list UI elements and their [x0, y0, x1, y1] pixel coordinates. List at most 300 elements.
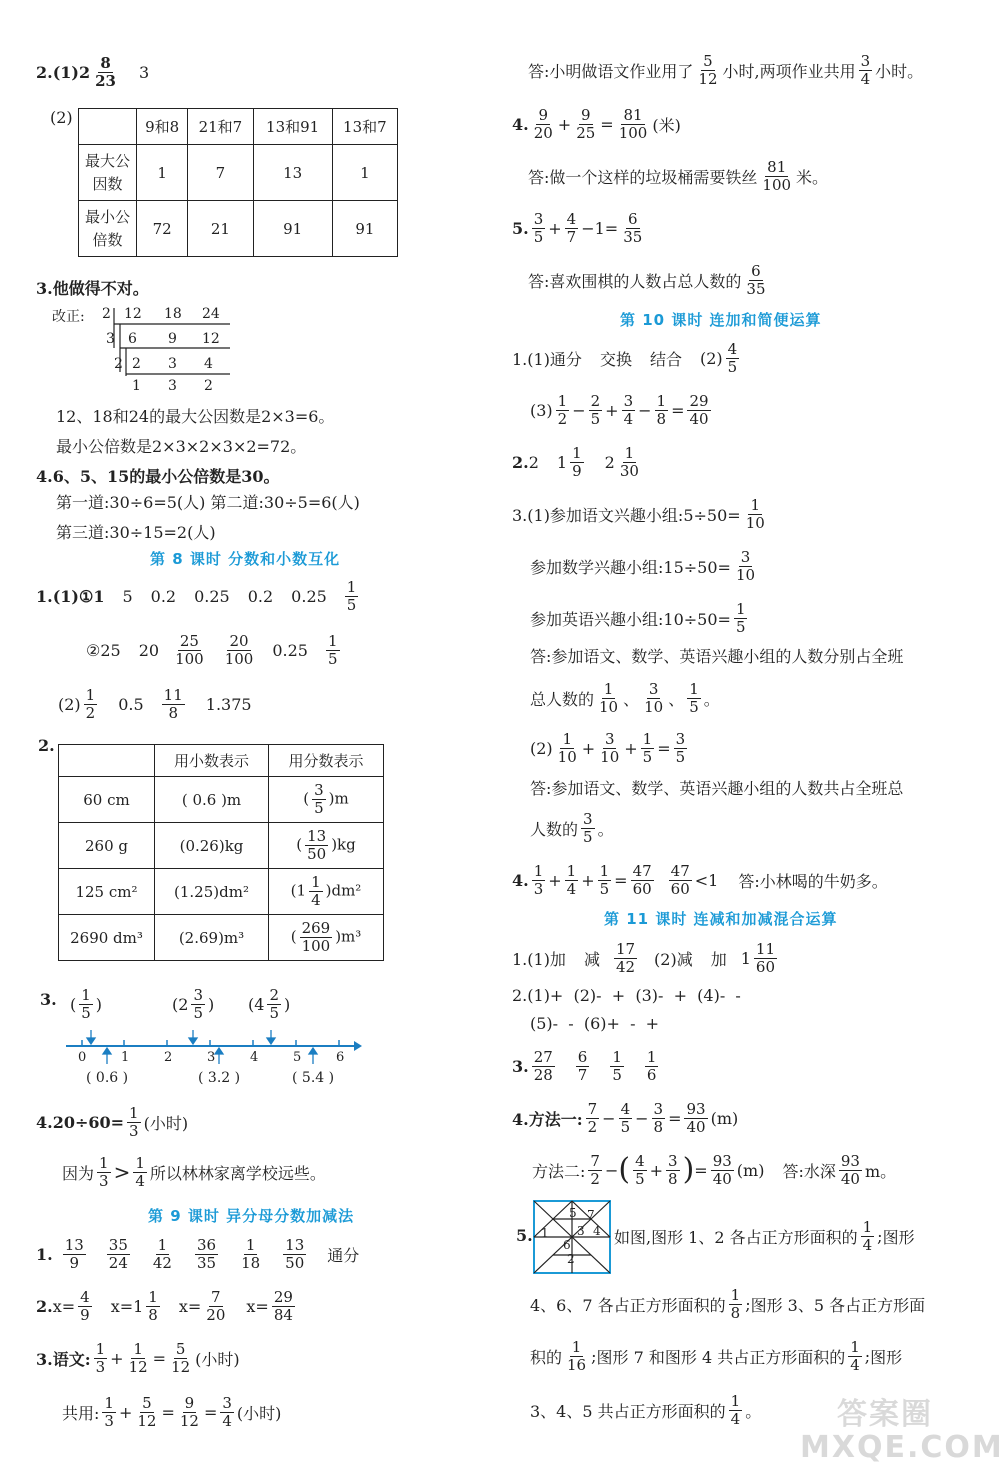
- unit: (小时): [236, 1403, 282, 1423]
- unit: (小时): [143, 1113, 189, 1133]
- lesson-9-heading: 第 9 课时 异分母分数加减法: [148, 1207, 355, 1225]
- table-header: 用小数表示: [155, 745, 269, 777]
- numerator: 6: [627, 209, 638, 228]
- l11-q4-method2: 方法二: $\frac{7}{2}$ − ( $\frac{4}{5}$ + $\frac{3}{8}$ ) = $\frac{93}{40}$ (m) 答:水深 $\frac{93}{40}$ m。: [532, 1151, 897, 1188]
- dividend: 18: [164, 306, 182, 322]
- q2-part1: [36, 56, 149, 89]
- l11-q3: 3. $\frac{27}{28}$ $\frac{6}{7}$ $\frac{1}{5}$ $\frac{1}{6}$: [512, 1047, 657, 1084]
- denominator: 35: [196, 1253, 217, 1272]
- fraction: [589, 391, 603, 428]
- fraction: [641, 729, 655, 766]
- denominator: 8: [668, 1169, 678, 1188]
- denominator: 5: [635, 1169, 645, 1188]
- remainder: 3: [168, 378, 177, 394]
- l10-q3-english: [530, 596, 750, 640]
- numerator: 3: [604, 729, 615, 748]
- quantity-cell: 260 g: [59, 823, 155, 869]
- lesson-11-heading: 第 11 课时 连减和加减混合运算: [604, 910, 838, 928]
- table-header: 9和8: [137, 109, 188, 145]
- denominator: 5: [727, 357, 738, 376]
- answer-text: 小时,两项作业共用: [722, 61, 856, 81]
- denominator: 30: [619, 461, 639, 480]
- row-label: [79, 145, 137, 201]
- remainder: 1: [132, 378, 141, 394]
- numerator: 13: [285, 1235, 305, 1254]
- fraction: [532, 209, 546, 246]
- fraction: [581, 809, 595, 846]
- whole: 4: [254, 995, 265, 1014]
- answer-text: 小时。: [875, 61, 924, 81]
- denominator: 4: [566, 879, 577, 898]
- watermark: [800, 1397, 1004, 1478]
- fraction: [84, 685, 98, 722]
- denominator: 5: [327, 649, 338, 668]
- answer-text: 积的: [530, 1347, 563, 1367]
- numerator: 4: [620, 1099, 631, 1118]
- denominator: 84: [273, 1305, 293, 1324]
- l11-q2-a: 2.(1)+ (2)- + (3)- + (4)- -: [512, 986, 741, 1005]
- figure-number: 6: [563, 1238, 571, 1252]
- unit: )dm²: [325, 881, 362, 900]
- quotient: 3: [168, 356, 177, 372]
- numerator: 1: [346, 577, 357, 596]
- numerator: 3: [623, 391, 634, 410]
- denominator: 5: [689, 697, 699, 716]
- numerator: 1: [646, 1047, 657, 1066]
- denominator: 8: [653, 1117, 664, 1136]
- bottom-label: ( 5.4 ): [292, 1070, 335, 1086]
- denominator: 3: [533, 879, 544, 898]
- answer-text: 答:小林喝的牛奶多。: [738, 871, 888, 891]
- fraction: [619, 1099, 633, 1136]
- division-lines: [52, 306, 242, 398]
- number-line: [62, 984, 362, 1094]
- unit: )m: [328, 789, 349, 808]
- tick-label: 6: [336, 1050, 345, 1065]
- denominator: 5: [314, 799, 324, 817]
- l10-q3-ans3: 答:参加语文、数学、英语兴趣小组的人数共占全班总: [530, 779, 904, 798]
- quantity-cell: 60 cm: [59, 777, 155, 823]
- answer-text: 减: [583, 949, 600, 969]
- numerator: 17: [615, 939, 636, 958]
- numerator: 1: [624, 443, 635, 462]
- method-label: 4.方法一:: [512, 1109, 583, 1129]
- quotient: 12: [202, 331, 220, 347]
- figure-number: 7: [587, 1208, 595, 1222]
- numerator: 1: [129, 1103, 139, 1122]
- numerator: 29: [273, 1287, 293, 1306]
- numerator: 1: [99, 1153, 109, 1172]
- value: 1.375: [205, 694, 252, 714]
- denominator: 40: [689, 409, 709, 428]
- numerator: 6: [751, 261, 761, 280]
- fraction: [848, 1337, 862, 1374]
- tick-label: 1: [121, 1050, 130, 1065]
- numerator: 1: [157, 1235, 168, 1254]
- table-header: 13和91: [253, 109, 332, 145]
- r-q5-answer: [528, 258, 771, 302]
- fraction: [300, 921, 333, 954]
- figure-number: 2: [567, 1252, 575, 1266]
- fraction: [102, 1393, 116, 1430]
- numerator: 1: [562, 729, 572, 748]
- denominator: 2: [557, 409, 568, 428]
- denominator: 35: [746, 279, 766, 298]
- denominator: 7: [577, 1065, 588, 1084]
- denominator: 42: [152, 1253, 172, 1272]
- value: 0.5: [118, 694, 144, 714]
- table-header: 21和7: [188, 109, 253, 145]
- fraction: [674, 729, 688, 766]
- fraction: [633, 1151, 647, 1188]
- numerator: 1: [327, 631, 338, 650]
- numerator: 5: [703, 51, 713, 70]
- fraction: [151, 1235, 174, 1272]
- equation: 参加数学兴趣小组:15÷50=: [530, 557, 731, 577]
- numerator: 11: [755, 939, 776, 958]
- denominator: 100: [175, 649, 204, 668]
- denominator: 5: [269, 1004, 279, 1022]
- numerator: 9: [580, 105, 591, 124]
- fraction: [839, 1151, 862, 1188]
- decimal-cell: (2.69)m³: [155, 915, 269, 961]
- answer-text: 图形 7 和图形 4 共占正方形面积的: [596, 1347, 846, 1367]
- table-cell: 21: [188, 201, 253, 257]
- denominator: 20: [533, 123, 553, 142]
- fraction: [345, 577, 359, 614]
- q5-line2: 4、6、7 各占正方形面积的 $\frac{1}{8}$ ; 图形 3、5 各占正方形面: [530, 1285, 926, 1322]
- fraction: [614, 939, 637, 976]
- fraction: [532, 105, 555, 142]
- fraction: [729, 1391, 743, 1428]
- table-cell: 1: [332, 145, 397, 201]
- denominator: 9: [80, 1305, 90, 1324]
- numerator: 13: [307, 827, 327, 845]
- row-label-line: 因数: [92, 174, 123, 193]
- fraction: [135, 1393, 158, 1430]
- l10-q1-3: (3) $\frac{1}{2}$ − $\frac{2}{5}$ + $\frac{3}{4}$ − $\frac{1}{8}$ = $\frac{29}{40}$: [530, 391, 709, 428]
- denominator: 18: [241, 1253, 261, 1272]
- unit: (米): [652, 115, 681, 135]
- tick-label: 5: [293, 1050, 302, 1065]
- value: 0.25: [291, 586, 327, 606]
- fraction: [94, 1339, 108, 1376]
- l10-q4: 4. $\frac{1}{3}$ + $\frac{1}{4}$ + $\frac{1}{5}$ = $\frac{47}{60}$ $\frac{47}{60}$ <1 答:小林喝的牛奶多。: [512, 861, 888, 898]
- numerator: 47: [632, 861, 652, 880]
- denominator: 5: [675, 747, 686, 766]
- numerator: 8: [100, 54, 111, 72]
- whole: 2: [178, 995, 189, 1014]
- fraction: [684, 1099, 707, 1136]
- fraction-cell: ( $\frac{13}{50}$ )kg: [269, 823, 384, 869]
- fraction: [586, 1099, 600, 1136]
- l10-q3-2: (2) $\frac{1}{10}$ + $\frac{3}{10}$ + $\frac{1}{5}$ = $\frac{3}{5}$: [530, 729, 686, 766]
- numerator: 1: [81, 986, 91, 1004]
- l10-q3-ans4: 人数的 $\frac{3}{5}$ 。: [530, 809, 614, 846]
- denominator: 2: [590, 1169, 600, 1188]
- q3-title: 3.他做得不对。: [36, 279, 149, 298]
- denominator: 50: [285, 1253, 305, 1272]
- numerator: 7: [587, 1099, 598, 1118]
- fraction: [598, 729, 621, 766]
- answer-text: 结合: [649, 349, 682, 369]
- fraction: [610, 1047, 624, 1084]
- l9-q2: 2. x= $\frac{4}{9}$ x=1 $\frac{1}{8}$ x= $\frac{7}{20}$ x= $\frac{29}{84}$: [36, 1287, 293, 1324]
- denominator: 5: [599, 879, 610, 898]
- row-label: [79, 201, 137, 257]
- numerator: 1: [104, 1393, 114, 1412]
- numerator: 1: [730, 1285, 741, 1304]
- denominator: 35: [623, 227, 643, 246]
- answer-text: 米。: [796, 167, 829, 187]
- r-q4: 4. $\frac{9}{20}$ + $\frac{9}{25}$ = $\frac{81}{100}$ (米): [512, 105, 681, 142]
- denominator: 5: [81, 1004, 91, 1022]
- table-cell: 1: [137, 145, 188, 201]
- fraction: [754, 939, 777, 976]
- denominator: 6: [646, 1065, 657, 1084]
- row-label-line: 最小公: [84, 208, 130, 226]
- denominator: 12: [128, 1357, 148, 1376]
- fraction: [162, 685, 185, 722]
- fraction: [63, 1235, 86, 1272]
- tick-label: 3: [207, 1050, 216, 1065]
- denominator: 4: [311, 891, 321, 909]
- answer-text: 1.(1)加: [512, 949, 566, 969]
- numerator: 13: [64, 1235, 84, 1254]
- divisor: 2: [114, 356, 123, 372]
- r-q5: 5. $\frac{3}{5}$ + $\frac{4}{7}$ −1= $\frac{6}{35}$: [512, 209, 643, 246]
- q-label: 2.: [36, 1296, 53, 1316]
- l8-q1-row1: [36, 574, 361, 618]
- fraction: [744, 261, 767, 298]
- fraction: [532, 861, 546, 898]
- value: 0.2: [150, 586, 177, 606]
- numerator: 269: [301, 919, 331, 937]
- answer-text: 答:喜欢围棋的人数占总人数的: [528, 271, 742, 291]
- note: 通分: [327, 1245, 360, 1265]
- answer-text: 答:水深: [782, 1161, 836, 1181]
- l10-q3-math: [530, 544, 760, 588]
- table-header: 用分数表示: [269, 745, 384, 777]
- numerator: 4: [80, 1287, 90, 1306]
- fraction: [239, 1235, 262, 1272]
- l10-q2: 2. 2 1 $\frac{1}{9}$ 2 $\frac{1}{30}$: [512, 443, 639, 480]
- equation: 3.(1)参加语文兴趣小组:5÷50=: [512, 505, 741, 525]
- numerator: 3: [193, 986, 203, 1004]
- table-cell: 7: [188, 145, 253, 201]
- answer-text: 1.(1)通分: [512, 349, 582, 369]
- fraction: [734, 599, 748, 636]
- top-label: ( 2 $\frac{3}{5}$ ): [172, 986, 215, 1022]
- fraction: [223, 631, 256, 668]
- fraction: [204, 1287, 227, 1324]
- answer-value: 3: [138, 63, 150, 82]
- tick-label: 4: [250, 1050, 259, 1065]
- lesson-8-heading: 第 8 课时 分数和小数互化: [150, 550, 341, 568]
- q2-label: 2.(1)2: [36, 63, 91, 82]
- denominator: 4: [222, 1411, 232, 1430]
- denominator: 2: [587, 1117, 598, 1136]
- table-header: 13和7: [332, 109, 397, 145]
- value: 20: [138, 640, 160, 660]
- table-cell: 72: [137, 201, 188, 257]
- denominator: 100: [618, 123, 648, 142]
- numerator: 1: [735, 599, 746, 618]
- lesson-10-heading: 第 10 课时 连加和简便运算: [620, 311, 822, 329]
- fraction: [272, 1287, 295, 1324]
- denominator: 100: [762, 175, 792, 194]
- remainder: 2: [204, 378, 213, 394]
- denominator: 60: [632, 879, 652, 898]
- answer-text: (2): [699, 348, 723, 368]
- fraction: [621, 209, 644, 246]
- denominator: 10: [599, 697, 619, 716]
- fraction: [565, 861, 579, 898]
- bottom-label: ( 0.6 ): [86, 1070, 129, 1086]
- numerator: 1: [133, 1339, 143, 1358]
- fraction: [729, 1285, 743, 1322]
- denominator: 5: [620, 1117, 631, 1136]
- quotient: 4: [204, 356, 213, 372]
- numerator: 1: [603, 679, 614, 698]
- fraction: [726, 339, 740, 376]
- fraction: [133, 1153, 147, 1190]
- numerator: 3: [860, 51, 871, 70]
- q3-lcm-line: 最小公倍数是2×3×2×3×2=72。: [56, 437, 307, 456]
- numerator: 5: [175, 1339, 186, 1358]
- denominator: 60: [755, 957, 776, 976]
- decimal-cell: (0.26)kg: [155, 823, 269, 869]
- numerator: 29: [689, 391, 709, 410]
- numerator: 4: [635, 1151, 645, 1170]
- because: 因为: [62, 1163, 95, 1183]
- answer-text: 4、6、7 各占正方形面积的: [530, 1295, 726, 1315]
- denominator: 4: [623, 409, 634, 428]
- denominator: 5: [346, 595, 357, 614]
- fraction: [556, 391, 570, 428]
- q5-line1: 如图,图形 1、2 各占正方形面积的 $\frac{1}{4}$ ; 图形: [614, 1217, 915, 1254]
- q-label: 3.语文:: [36, 1349, 91, 1369]
- l10-q1: [512, 336, 742, 380]
- numerator: 1: [311, 873, 321, 891]
- numerator: 1: [572, 443, 582, 462]
- denominator: 4: [730, 1409, 741, 1428]
- numerator: 1: [689, 679, 699, 698]
- divisor: 3: [106, 331, 115, 347]
- tick-label: 0: [78, 1050, 87, 1065]
- numerator: 1: [612, 1047, 622, 1066]
- answer-text: 如图,图形 1、2 各占正方形面积的: [614, 1227, 858, 1247]
- denominator: 100: [224, 649, 254, 668]
- answer-text: 图形: [882, 1227, 915, 1247]
- decimal-cell: (1.25)dm²: [155, 869, 269, 915]
- row-label-line: 倍数: [92, 230, 123, 249]
- dividend: 24: [202, 306, 220, 322]
- fraction: [652, 1099, 666, 1136]
- denominator: 100: [301, 937, 331, 955]
- fraction: [617, 105, 650, 142]
- denominator: 5: [590, 409, 601, 428]
- numerator: 1: [656, 391, 667, 410]
- numerator: 3: [648, 679, 659, 698]
- q4-line3: 第三道:30÷15=2(人): [56, 523, 216, 542]
- fraction: [146, 1287, 160, 1324]
- denominator: 40: [686, 1117, 706, 1136]
- fraction: [565, 1337, 588, 1374]
- dividend: 12: [124, 306, 142, 322]
- numerator: 1: [730, 1391, 741, 1410]
- q4-line1: 4.6、5、15的最小公倍数是30。: [36, 467, 280, 486]
- fraction: [127, 1103, 141, 1140]
- denominator: 25: [576, 123, 596, 142]
- fraction: [859, 51, 873, 88]
- method-label: 方法二:: [532, 1161, 586, 1181]
- fraction: [576, 1047, 590, 1084]
- fraction: [861, 1217, 875, 1254]
- watermark-text: 答案圈 MXQE.COM: [800, 1397, 1004, 1465]
- denominator: 40: [712, 1169, 732, 1188]
- fraction: [565, 209, 579, 246]
- fraction: [178, 1393, 201, 1430]
- table-corner: [59, 745, 155, 777]
- table-cell: 91: [332, 201, 397, 257]
- fraction-cell: (1 $\frac{1}{4}$ )dm²: [269, 869, 384, 915]
- numerator: 1: [566, 861, 577, 880]
- denominator: 3: [104, 1411, 114, 1430]
- fraction: [93, 56, 118, 89]
- denominator: 4: [862, 1235, 873, 1254]
- numerator: 1: [533, 861, 544, 880]
- quantity-cell: 2690 dm³: [59, 915, 155, 961]
- table-corner: [79, 109, 137, 145]
- numerator: 93: [686, 1099, 706, 1118]
- gcd-lcm-table: [78, 108, 398, 257]
- fraction: [97, 1153, 111, 1190]
- answer-text: 交换: [599, 349, 632, 369]
- quotient: 9: [168, 331, 177, 347]
- numerator: 1: [245, 1235, 256, 1254]
- numerator: 2: [269, 986, 279, 1004]
- q5-line3: 积的 $\frac{1}{16}$ ; 图形 7 和图形 4 共占正方形面积的 $\frac{1}{4}$ ; 图形: [530, 1337, 903, 1374]
- square-figure: [533, 1200, 611, 1274]
- whole: 1: [296, 881, 307, 900]
- numerator: 1: [862, 1217, 873, 1236]
- denominator: 12: [698, 69, 718, 88]
- denominator: 5: [642, 747, 653, 766]
- numerator: 9: [184, 1393, 195, 1412]
- row-label-line: 最大公: [84, 152, 130, 170]
- answer-text: 人数的: [530, 819, 579, 839]
- fraction-cell: ( $\frac{269}{100}$ )m³: [269, 915, 384, 961]
- answer-text: 图形 3、5 各占正方形面: [750, 1295, 926, 1315]
- numerator: 9: [538, 105, 549, 124]
- denominator: 7: [566, 227, 577, 246]
- fraction: [127, 1339, 150, 1376]
- q2-part2-label: (2): [50, 108, 73, 127]
- denominator: 5: [533, 227, 544, 246]
- quotient: 2: [132, 356, 141, 372]
- denominator: 8: [656, 409, 667, 428]
- denominator: 4: [860, 69, 871, 88]
- l11-q5-label: 5.: [516, 1226, 533, 1245]
- denominator: 4: [135, 1171, 145, 1190]
- denominator: 5: [612, 1065, 622, 1084]
- denominator: 8: [730, 1303, 741, 1322]
- numerator: 20: [229, 631, 249, 650]
- l8-q2-label: 2.: [38, 736, 55, 755]
- numerator: 1: [148, 1287, 158, 1306]
- l9-q3: 3.语文: $\frac{1}{3}$ + $\frac{1}{12}$ = $\frac{5}{12}$ (小时): [36, 1339, 240, 1376]
